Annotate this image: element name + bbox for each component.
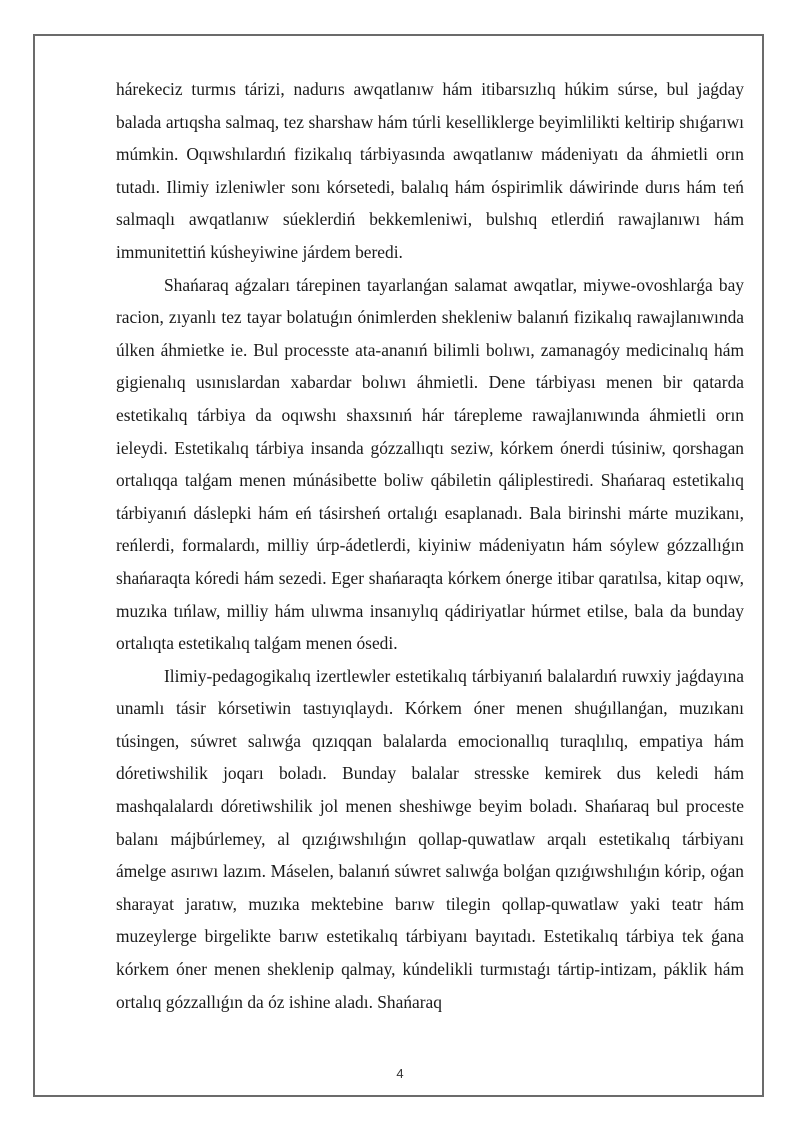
paragraph-2: Shańaraq aǵzaları tárepinen tayarlanǵan salamat awqatlar, miywe-ovoshlarǵa bay racion, zıyanlı tez tayar bolatuǵın ónimlerden shekleniw balanıń fizikalıq rawajlanıwında úlken áhmietke ie. Bul processte ata-ananıń bilimli bolıwı, zamanagóy medicinalıq hám gigienalıq usınıslardan xabardar bolıwı áhmietli. Dene tárbiyası menen bir qatarda estetikalıq tárbiya da oqıwshı shaxsınıń hár tárepleme rawajlanıwında áhmietli orın ieleydi. Estetikalıq tárbiya insanda gózzallıqtı seziw, kórkem ónerdi túsiniw, qorshagan ortalıqqa talǵam menen múnásibette boliw qábiletin qáliplestiredi. Shańaraq estetikalıq tárbiyanıń dáslepki hám eń tásirsheń ortalıǵı esaplanadı. Bala birinshi márte muzikanı, reńlerdi, formalardı, milliy úrp-ádetlerdi, kiyiniw mádeniyatın hám sóylew gózzallıǵın shańaraqta kóredi hám sezedi. Eger shańaraqta kórkem ónerge itibar qaratılsa, kitap oqıw, muzıka tıńlaw, milliy hám ulıwma insanıylıq qádiriyatlar húrmet etilse, bala da bunday ortalıqta estetikalıq talǵam menen ósedi.	[116, 274, 744, 654]
paragraph-1: hárekeciz turmıs tárizi, nadurıs awqatlanıw hám itibarsızlıq húkim súrse, bul jaǵday balada artıqsha salmaq, tez sharshaw hám túrli keselliklerge beyimlilikti keltirip shıǵarıwı múmkin. Oqıwshılardıń fizikalıq tárbiyasında awqatlanıw mádeniyatı da áhmietli orın tutadı. Ilimiy izleniwler sonı kórsetedi, balalıq hám óspirimlik dáwirinde durıs hám teń salmaqlı awqatlanıw súeklerdiń bekkemleniwi, bulshıq etlerdiń rawajlanıwı hám immunitettiń kúsheyiwine járdem beredi.	[116, 79, 744, 262]
page-number: 4	[396, 1066, 404, 1081]
document-body	[116, 73, 744, 1018]
paragraph-3: Ilimiy-pedagogikalıq izertlewler estetikalıq tárbiyanıń balalardıń ruwxiy jaǵdayına unamlı tásir kórsetiwin tastıyıqlaydı. Kórkem óner menen shuǵıllanǵan, muzıkanı túsingen, súwret salıwǵa qızıqqan balalarda emocionallıq turaqlılıq, empatiya hám dóretiwshilik joqarı boladı. Bunday balalar stresske kemirek dus keledi hám mashqalalardı dóretiwshilik jol menen sheshiwge beyim boladı. Shańaraq bul proceste balanı májbúrlemey, al qızıǵıwshılıǵın qollap-quwatlaw arqalı estetikalıq tárbiyanı ámelge asırıwı lazım. Máselen, balanıń súwret salıwǵa bolǵan qızıǵıwshılıǵın kórip, oǵan sharayat jaratıw, muzıka mektebine barıw tilegin qollap-quwatlaw yaki teatr hám muzeylerge birgelikte barıw estetikalıq tárbiyanı bayıtadı. Estetikalıq tárbiya tek ǵana kórkem óner menen sheklenip qalmay, kúndelikli turmıstaǵı tártip-intizam, páklik hám ortalıq gózzallıǵın da óz ishine aladı. Shańaraq	[116, 665, 744, 1012]
